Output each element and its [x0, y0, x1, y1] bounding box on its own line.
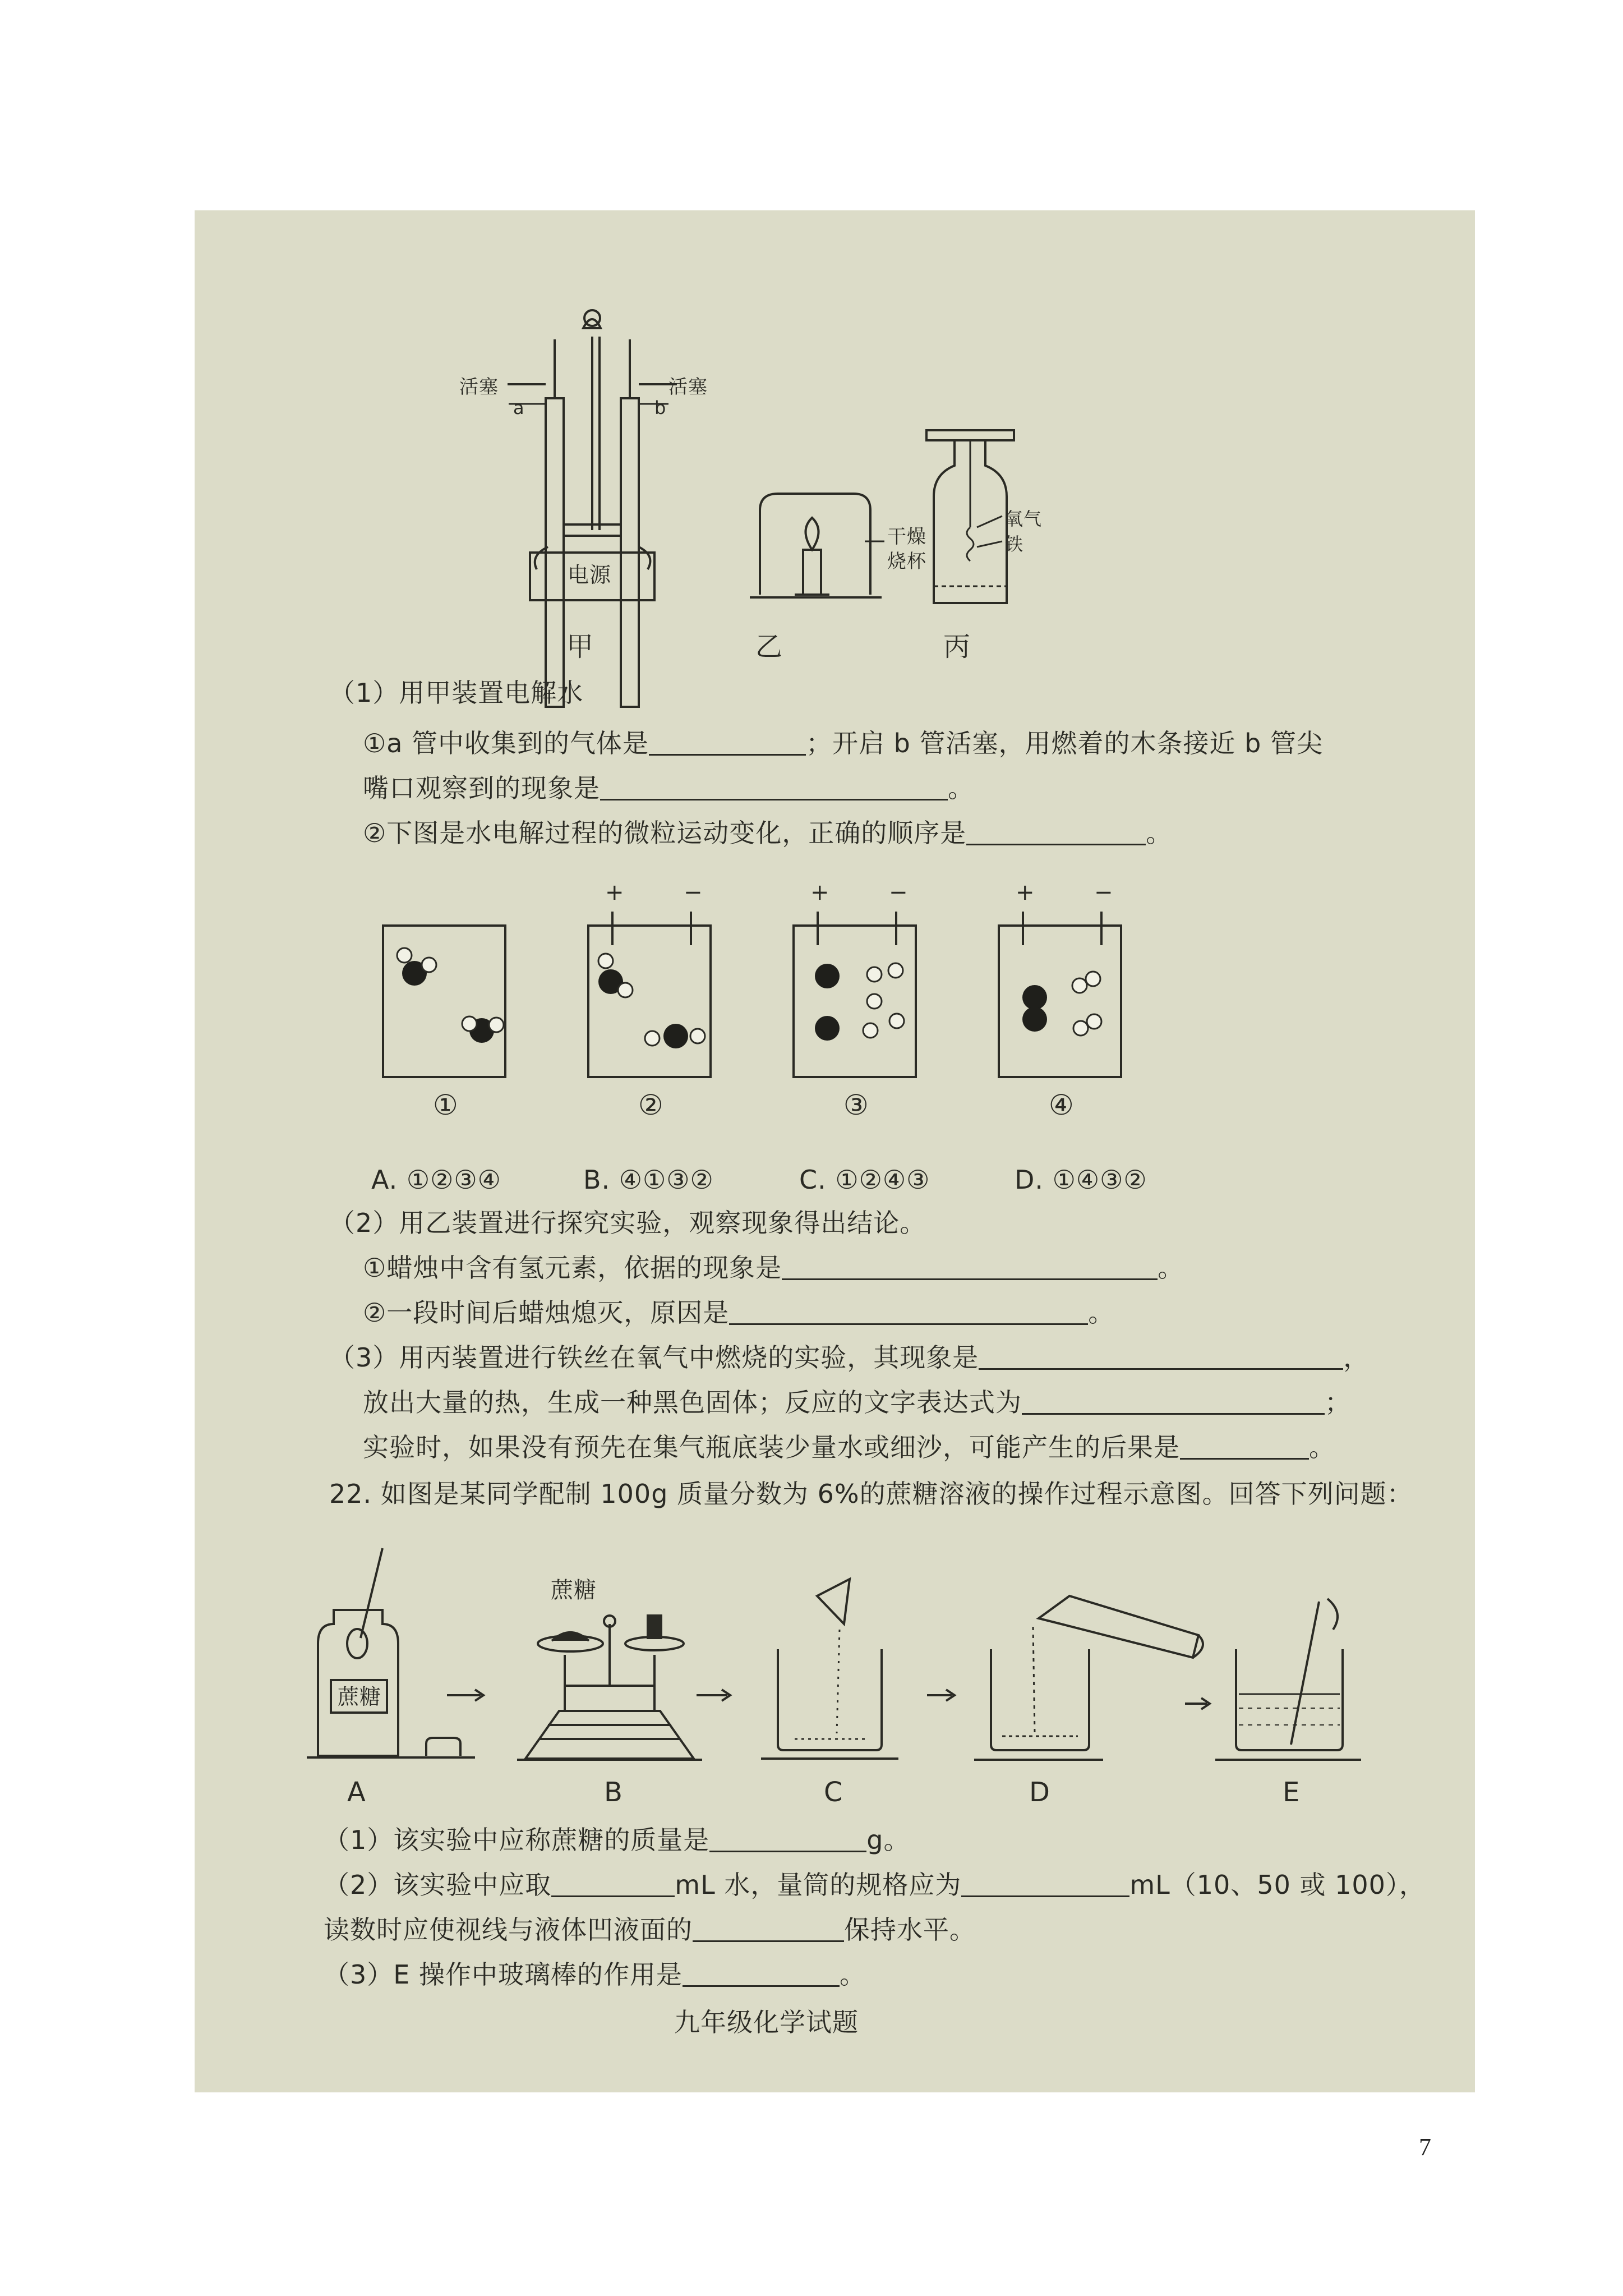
- q22-sub3: 读数时应使视线与液体凹液面的 保持水平。: [324, 1915, 976, 1945]
- answer-blank[interactable]: [979, 1342, 1343, 1370]
- beaker-d: [974, 1596, 1203, 1760]
- caption-bing: 丙: [943, 631, 971, 662]
- power-supply-label: 电源: [568, 563, 612, 587]
- box-label-4: ④: [1049, 1089, 1075, 1121]
- q1-line1: ①a 管中收集到的气体是 ；开启 b 管活塞，用燃着的木条接近 b 管尖: [363, 728, 1323, 758]
- step-label-e: E: [1283, 1777, 1301, 1808]
- stopcock-left-label: 活塞: [459, 376, 499, 398]
- answer-blank[interactable]: [551, 1870, 675, 1897]
- answer-blank[interactable]: [600, 773, 948, 800]
- beaker-e: [1215, 1599, 1361, 1760]
- answer-blank[interactable]: [1022, 1387, 1325, 1415]
- plus-sign: +: [810, 880, 830, 905]
- balance: [517, 1616, 702, 1760]
- q1-line2: 嘴口观察到的现象是 。: [363, 773, 974, 803]
- minus-sign: −: [684, 880, 703, 905]
- tube-b-label: b: [654, 397, 667, 418]
- step-label-b: B: [604, 1777, 623, 1808]
- oxygen-label: 氧气: [1005, 508, 1043, 530]
- step-label-c: C: [824, 1777, 843, 1808]
- exam-sheet: [195, 210, 1475, 2092]
- q22-sub4: （3）E 操作中玻璃棒的作用是 。: [324, 1959, 866, 1990]
- answer-blank[interactable]: [1180, 1432, 1309, 1460]
- option-b[interactable]: B. ④①③②: [583, 1165, 714, 1195]
- q3-line2: 放出大量的热，生成一种黑色固体；反应的文字表达式为 ；: [363, 1387, 1351, 1418]
- stopcock-right-label: 活塞: [668, 376, 708, 398]
- answer-blank[interactable]: [782, 1253, 1158, 1280]
- particle-box-3: [794, 926, 916, 1077]
- oxygen-bottle: [926, 430, 1014, 603]
- q2-heading: （2）用乙装置进行探究实验，观察现象得出结论。: [329, 1208, 926, 1238]
- beaker-c: [761, 1579, 898, 1759]
- particle-box-4: [999, 926, 1121, 1077]
- answer-blank[interactable]: [709, 1825, 866, 1852]
- q3-line3: 实验时，如果没有预先在集气瓶底装少量水或细沙，可能产生的后果是 。: [363, 1432, 1335, 1462]
- step-label-a: A: [347, 1777, 366, 1808]
- answer-blank[interactable]: [683, 1959, 840, 1987]
- dry-label-line1: 干燥: [887, 526, 926, 548]
- answer-blank[interactable]: [966, 818, 1146, 845]
- answer-blank[interactable]: [729, 1297, 1088, 1325]
- q2-line1: ①蜡烛中含有氢元素，依据的现象是 。: [363, 1253, 1184, 1283]
- option-c[interactable]: C. ①②④③: [799, 1165, 930, 1195]
- q1-heading: （1）用甲装置电解水: [329, 678, 584, 708]
- box-label-2: ②: [638, 1089, 664, 1121]
- jar-label: 蔗糖: [338, 1685, 382, 1709]
- figure-layer: [195, 210, 1475, 2092]
- dry-label-line2: 烧杯: [887, 550, 926, 573]
- q22-sub2: （2）该实验中应取 mL 水，量筒的规格应为 mL（10、50 或 100），: [324, 1870, 1426, 1900]
- tube-a-label: a: [513, 397, 525, 418]
- answer-blank[interactable]: [693, 1915, 844, 1942]
- candle-beaker: [750, 494, 884, 597]
- balance-label: 蔗糖: [551, 1577, 597, 1603]
- plus-sign: +: [605, 880, 625, 905]
- sheet-footer: 九年级化学试题: [674, 2007, 859, 2037]
- page-number: 7: [1419, 2133, 1431, 2161]
- answer-blank[interactable]: [649, 728, 806, 756]
- q1-line3: ②下图是水电解过程的微粒运动变化，正确的顺序是 。: [363, 818, 1173, 848]
- caption-jia: 甲: [566, 631, 594, 662]
- sugar-jar: [307, 1548, 475, 1757]
- q22-intro: 22. 如图是某同学配制 100g 质量分数为 6%的蔗糖溶液的操作过程示意图。回答下列问题：: [329, 1479, 1413, 1509]
- minus-sign: −: [1094, 880, 1114, 905]
- iron-label: 铁: [1005, 533, 1024, 555]
- option-a[interactable]: A. ①②③④: [371, 1165, 501, 1195]
- q22-sub1: （1）该实验中应称蔗糖的质量是 g。: [324, 1825, 910, 1855]
- plus-sign: +: [1016, 880, 1035, 905]
- caption-yi: 乙: [755, 631, 783, 662]
- minus-sign: −: [889, 880, 909, 905]
- step-label-d: D: [1029, 1777, 1050, 1808]
- option-d[interactable]: D. ①④③②: [1015, 1165, 1147, 1195]
- q2-line2: ②一段时间后蜡烛熄灭，原因是 。: [363, 1297, 1115, 1328]
- particle-box-2: [588, 926, 711, 1077]
- answer-blank[interactable]: [961, 1870, 1129, 1897]
- box-label-1: ①: [433, 1089, 459, 1121]
- q3-line1: （3）用丙装置进行铁丝在氧气中燃烧的实验，其现象是 ，: [329, 1342, 1370, 1373]
- box-label-3: ③: [843, 1089, 869, 1121]
